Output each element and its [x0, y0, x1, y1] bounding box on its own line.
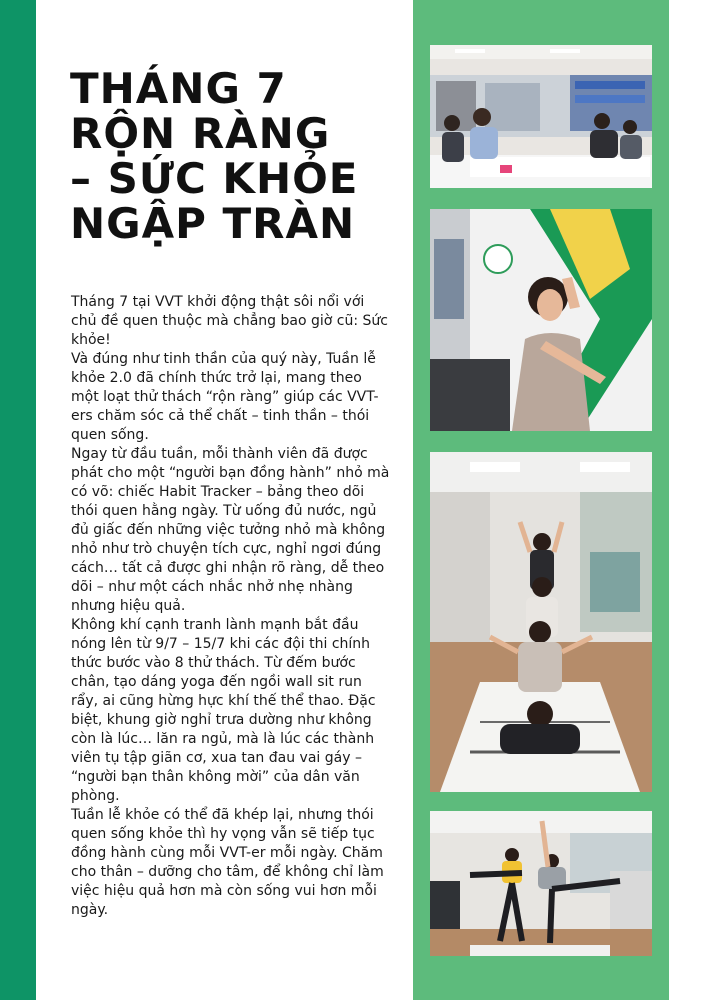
article-body	[71, 293, 393, 920]
article-paragraph-2: Và đúng như tinh thần của quý này, Tuần lễ khỏe 2.0 đã chính thức trở lại, mang theo một loạt thử thách “rộn ràng” giúp các VVT-ers chăm sóc cả thể chất – tinh thần – thói quen sống.	[71, 351, 379, 443]
photo-partner-balance-pose	[430, 811, 652, 956]
article-paragraph-4: Không khí cạnh tranh lành mạnh bắt đầu nóng lên từ 9/7 – 15/7 khi các đội thi chính thức bước vào 8 thử thách. Từ đếm bước chân, tạo dáng yoga đến ngồi wall sit run rẩy, ai cũng hừng hực khí thế thể thao. Đặc biệt, khung giờ nghỉ trưa dường như không còn là lúc… lăn ra ngủ, mà là lúc các thành viên tụ tập giãn cơ, xua tan đau vai gáy – “người bạn thân không mời” của dân văn phòng.	[71, 617, 376, 804]
article-paragraph-3: Ngay từ đầu tuần, mỗi thành viên đã được phát cho một “người bạn đồng hành” nhỏ mà có võ: chiếc Habit Tracker – bảng theo dõi thói quen hằng ngày. Từ uống đủ nước, ngủ đủ giấc đến những việc tưởng nhỏ mà không nhỏ như trò chuyện tích cực, nghỉ ngơi đúng cách… tất cả được ghi nhận rõ ràng, dễ theo dõi – như một cách nhắc nhở nhẹ nhàng nhưng hiệu quả.	[71, 446, 390, 614]
title-line-2: RỘN RÀNG	[70, 109, 331, 158]
title-line-1: THÁNG 7	[70, 64, 287, 113]
page-title	[70, 66, 400, 246]
left-accent-bar	[0, 0, 36, 1000]
article-paragraph-1: Tháng 7 tại VVT khởi động thật sôi nổi với chủ đề quen thuộc mà chẳng bao giờ cũ: Sức khỏe!	[71, 294, 388, 348]
title-line-4: NGẬP TRÀN	[70, 199, 356, 248]
photo-arm-stretch	[430, 209, 652, 431]
title-line-3: – SỨC KHỎE	[70, 154, 359, 203]
photo-office-group-stretch	[430, 45, 652, 188]
article-paragraph-5: Tuần lễ khỏe có thể đã khép lại, nhưng thói quen sống khỏe thì hy vọng vẫn sẽ tiếp tục đồng hành cùng mỗi VVT-er mỗi ngày. Chăm cho thân – dưỡng cho tâm, để không chỉ làm việc hiệu quả hơn mà còn sống vui hơn mỗi ngày.	[71, 807, 384, 918]
photo-group-yoga-pose	[430, 452, 652, 792]
